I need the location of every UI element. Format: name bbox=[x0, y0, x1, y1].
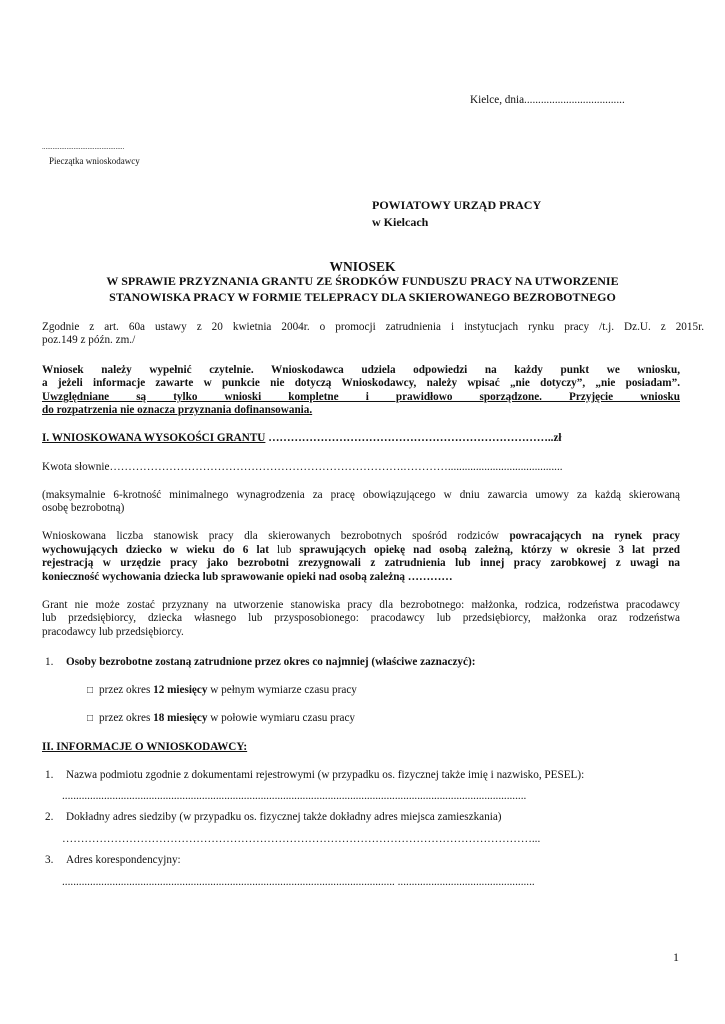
employment-period-question: Osoby bezrobotne zostaną zatrudnione przez okres co najmniej (właściwe zaznaczyć): bbox=[66, 656, 476, 668]
option-bold: 18 miesięcy bbox=[153, 712, 208, 724]
legal-basis-line1: Zgodnie z art. 60a ustawy z 20 kwietnia 2004r. o promocji zatrudnienia i instytucjach rynku pracy /t.j. Dz.U. z 2015r. bbox=[42, 321, 704, 333]
notice-line2: a jeżeli informacje zawarte w punkcie nie dotyczą Wnioskodawcy, należy wpisać „nie dotyczy”, „nie posiadam”. bbox=[42, 377, 680, 389]
positions-line3: rejestracją w urzędzie pracy jako bezrobotni zrezygnowali z zatrudnienia lub innej pracy zarobkowej z uwagi na bbox=[42, 557, 680, 569]
checkbox-icon[interactable]: □ bbox=[87, 685, 94, 696]
grant-amount-field[interactable]: …………………………………………………………………..zł bbox=[265, 432, 562, 444]
entity-name-label: Nazwa podmiotu zgodnie z dokumentami rejestrowymi (w przypadku os. fizycznej także imię i nazwisko, PESEL): bbox=[66, 769, 585, 781]
document-subtitle-1: W SPRAWIE PRZYZNANIA GRANTU ZE ŚRODKÓW FUNDUSZU PRACY NA UTWORZENIE bbox=[106, 274, 619, 288]
document-subtitle-2: STANOWISKA PRACY W FORMIE TELEPRACY DLA SKIEROWANEGO BEZROBOTNEGO bbox=[109, 290, 616, 304]
max-amount-line1: (maksymalnie 6-krotność minimalnego wynagrodzenia za pracę obowiązującego w dniu zawarcia umowy za każdą skierowaną bbox=[42, 489, 680, 501]
addressee-line2: w Kielcach bbox=[372, 215, 429, 229]
option-text: przez okres bbox=[99, 712, 154, 724]
grant-note-line3: pracodawcy lub przedsiębiorcy. bbox=[42, 626, 184, 638]
option-18-months[interactable] bbox=[87, 712, 355, 725]
amount-words-row bbox=[42, 461, 622, 474]
positions-line2 bbox=[42, 544, 680, 557]
option-text: w połowie wymiaru czasu pracy bbox=[207, 712, 356, 724]
addressee-line1: POWIATOWY URZĄD PRACY bbox=[372, 198, 542, 212]
option-text: w pełnym wymiarze czasu pracy bbox=[207, 684, 357, 696]
positions-line4[interactable]: konieczność wychowania dziecka lub sprawowanie opieki nad osobą zależną ………… bbox=[42, 571, 453, 583]
max-amount-line2: osobę bezrobotną) bbox=[42, 502, 125, 514]
positions-text: Wnioskowana liczba stanowisk pracy dla skierowanych bezrobotnych spośród rodziców bbox=[42, 530, 510, 542]
address-field[interactable]: ………………………………………………………………………………………………………………... bbox=[62, 833, 541, 845]
notice-line3: Uwzględniane są tylko wnioski kompletne i prawidłowo sporządzone. Przyjęcie wniosku bbox=[42, 391, 680, 403]
stamp-dots: ............................................... bbox=[42, 143, 125, 151]
checkbox-icon[interactable]: □ bbox=[87, 713, 94, 724]
item-2-2-number: 2. bbox=[45, 811, 54, 823]
address-label: Dokładny adres siedziby (w przypadku os. fizycznej także dokładny adres miejsca zamieszkania) bbox=[66, 811, 502, 823]
amount-words-label: Kwota słownie bbox=[42, 461, 110, 473]
item-1-number: 1. bbox=[45, 656, 54, 668]
item-2-1-number: 1. bbox=[45, 769, 54, 781]
notice-line1: Wniosek należy wypełnić czytelnie. Wnioskodawca udziela odpowiedzi na każdy punkt we wniosku, bbox=[42, 364, 680, 376]
correspondence-address-label: Adres korespondencyjny: bbox=[66, 854, 181, 866]
entity-name-field[interactable]: ...................................................................................................................................................................... bbox=[62, 790, 527, 802]
option-text: przez okres bbox=[99, 684, 154, 696]
positions-text: lub bbox=[268, 544, 300, 556]
positions-bold: wychowujących dziecko w wieku do 6 lat bbox=[42, 544, 269, 556]
item-2-3-number: 3. bbox=[45, 854, 54, 866]
stamp-label: Pieczątka wnioskodawcy bbox=[49, 156, 140, 166]
legal-basis-line2: poz.149 z późn. zm./ bbox=[42, 334, 136, 346]
option-bold: 12 miesięcy bbox=[153, 684, 208, 696]
amount-words-field[interactable]: …………………………………………………………………….…………......................................... bbox=[109, 461, 563, 473]
place-date: Kielce, dnia.................................... bbox=[470, 94, 625, 106]
correspondence-address-field[interactable]: ....................................................................................................................... ................................................. bbox=[62, 876, 535, 888]
positions-bold: sprawujących opiekę nad osobą zależną, którzy w okresie 3 lat przed bbox=[299, 544, 680, 556]
option-12-months[interactable] bbox=[87, 684, 357, 697]
notice-line4: do rozpatrzenia nie oznacza przyznania dofinansowania. bbox=[42, 404, 313, 416]
positions-line1 bbox=[42, 530, 680, 543]
document-title: WNIOSEK bbox=[329, 259, 396, 274]
positions-bold: powracających na rynek pracy bbox=[509, 530, 680, 542]
grant-note-line2: lub przedsiębiorcy, dziecka własnego lub przysposobionego: pracodawcy lub przedsiębiorcy, małżonka oraz rodzeństwa bbox=[42, 612, 680, 624]
section-1-heading: I. WNIOSKOWANA WYSOKOŚCI GRANTU bbox=[42, 432, 266, 444]
section-2-heading: II. INFORMACJE O WNIOSKODAWCY: bbox=[42, 741, 248, 753]
section-1-heading-row bbox=[42, 432, 562, 445]
grant-note-line1: Grant nie może zostać przyznany na utworzenie stanowiska pracy dla bezrobotnego: małżonka, rodzica, rodzeństwa pracodawcy bbox=[42, 599, 680, 611]
page-number: 1 bbox=[673, 950, 679, 964]
